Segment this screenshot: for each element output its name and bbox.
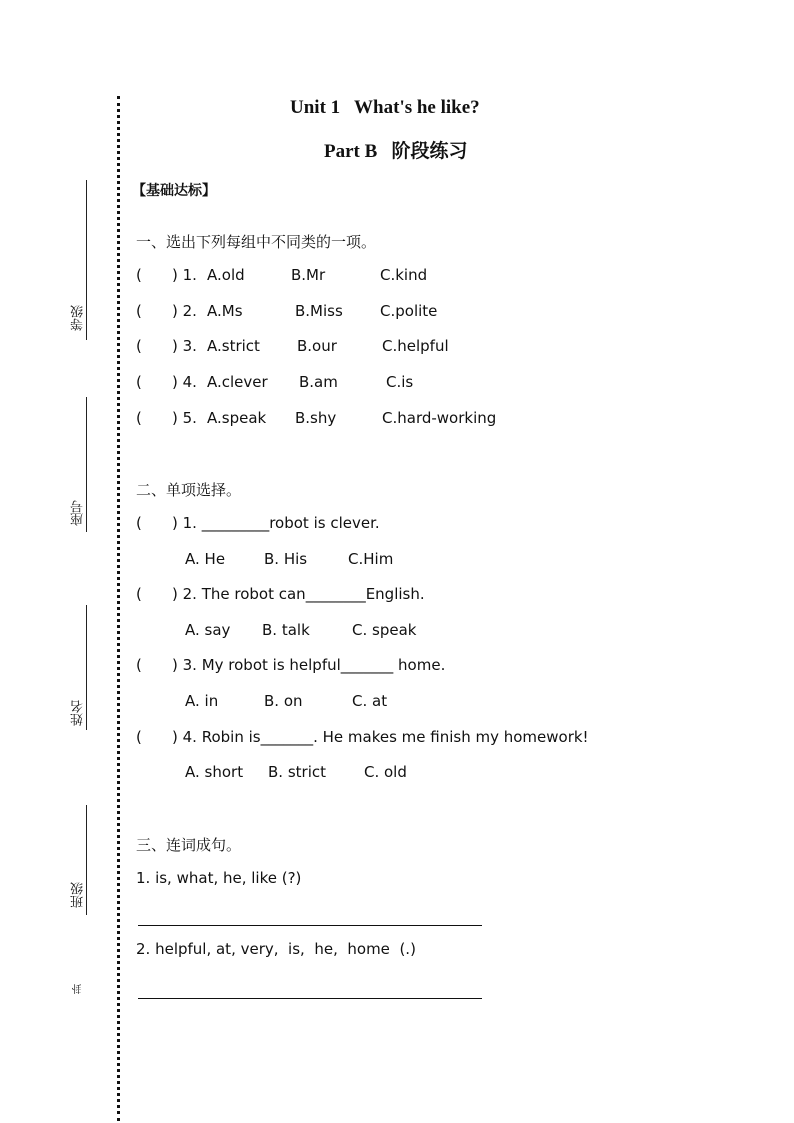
- margin-label-mark: 卦: [73, 984, 84, 994]
- question-end: . He makes me finish my homework!: [313, 728, 589, 746]
- option-b: B. His: [264, 550, 308, 568]
- option-b: B. on: [264, 692, 303, 710]
- option-a: A.Ms: [207, 302, 243, 320]
- page-subtitle: Part B 阶段练习: [324, 141, 468, 162]
- option-b: B. talk: [262, 621, 310, 639]
- item-number: ) 1.: [172, 266, 197, 284]
- item-number: ) 2.: [172, 302, 197, 320]
- margin-label-seat: 座号: [71, 500, 86, 526]
- option-b: B.Mr: [291, 266, 326, 284]
- answer-line[interactable]: [138, 925, 482, 926]
- option-c: C.is: [386, 373, 414, 391]
- answer-paren[interactable]: (: [136, 266, 142, 284]
- answer-paren[interactable]: (: [136, 337, 142, 355]
- option-c: C. old: [364, 763, 407, 781]
- fill-blank[interactable]: _________: [201, 514, 270, 532]
- item-number: ) 4.: [172, 373, 197, 391]
- margin-label-name: 姓名: [71, 700, 86, 726]
- answer-paren[interactable]: (: [136, 373, 142, 391]
- option-c: C.polite: [380, 302, 438, 320]
- part2-heading: 二、单项选择。: [136, 481, 242, 499]
- option-a: A.old: [207, 266, 245, 284]
- answer-paren[interactable]: (: [136, 585, 142, 603]
- option-c: C. speak: [352, 621, 417, 639]
- option-a: A.clever: [207, 373, 268, 391]
- item-number: ) 3.: [172, 337, 197, 355]
- option-b: B.shy: [295, 409, 337, 427]
- part1-heading: 一、选出下列每组中不同类的一项。: [136, 233, 377, 251]
- option-b: B. strict: [268, 763, 326, 781]
- question-text: [172, 585, 425, 603]
- option-b: B.am: [299, 373, 338, 391]
- fill-blank[interactable]: _______: [260, 728, 314, 746]
- sentence-words: 1. is, what, he, like (?): [136, 869, 302, 887]
- section-label: 【基础达标】: [132, 183, 216, 199]
- margin-label-class: 班级: [71, 882, 86, 908]
- option-a: A. say: [185, 621, 231, 639]
- question-end: home.: [393, 656, 446, 674]
- option-b: B.our: [297, 337, 337, 355]
- option-c: C.hard-working: [382, 409, 497, 427]
- sentence-words: 2. helpful, at, very, is, he, home (.): [136, 940, 416, 958]
- question-start: ) 4. Robin is: [172, 728, 261, 746]
- answer-paren[interactable]: (: [136, 656, 142, 674]
- fill-blank[interactable]: _______: [340, 656, 394, 674]
- answer-paren[interactable]: (: [136, 409, 142, 427]
- option-a: A. short: [185, 763, 244, 781]
- option-a: A. in: [185, 692, 219, 710]
- option-a: A. He: [185, 550, 226, 568]
- option-c: C.kind: [380, 266, 428, 284]
- fill-blank[interactable]: ________: [305, 585, 366, 603]
- question-start: ) 1.: [172, 514, 202, 532]
- answer-line[interactable]: [138, 998, 482, 999]
- option-c: C.Him: [348, 550, 394, 568]
- answer-paren[interactable]: (: [136, 302, 142, 320]
- question-start: ) 3. My robot is helpful: [172, 656, 341, 674]
- part3-heading: 三、连词成句。: [136, 836, 242, 854]
- page-title: Unit 1 What's he like?: [290, 97, 480, 118]
- question-text: [172, 656, 445, 674]
- item-number: ) 5.: [172, 409, 197, 427]
- answer-paren[interactable]: (: [136, 514, 142, 532]
- question-start: ) 2. The robot can: [172, 585, 306, 603]
- option-a: A.strict: [207, 337, 260, 355]
- margin-label-grade: 等级: [71, 305, 86, 331]
- question-end: English.: [365, 585, 425, 603]
- option-a: A.speak: [207, 409, 267, 427]
- question-text: [172, 514, 380, 532]
- question-text: [172, 728, 589, 746]
- option-c: C. at: [352, 692, 388, 710]
- option-c: C.helpful: [382, 337, 449, 355]
- option-b: B.Miss: [295, 302, 343, 320]
- question-end: robot is clever.: [269, 514, 380, 532]
- answer-paren[interactable]: (: [136, 728, 142, 746]
- binding-dotted-line: [117, 96, 120, 1121]
